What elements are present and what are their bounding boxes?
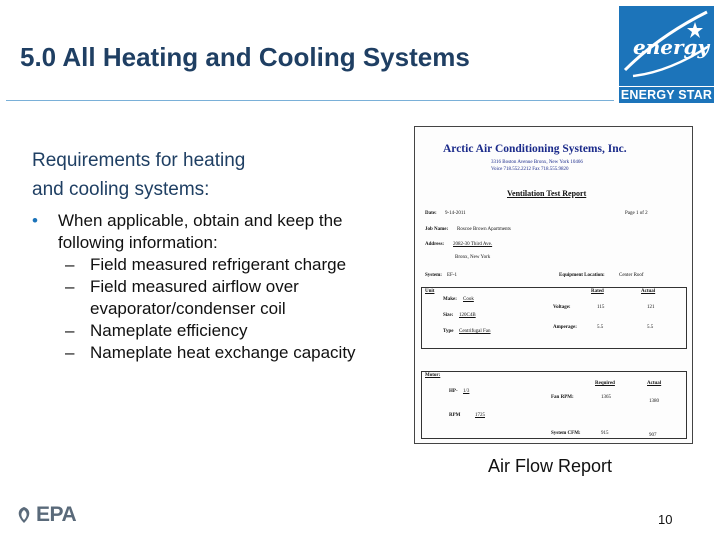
cfm-actual: 907 (649, 433, 657, 438)
size-value: 120C4B (459, 313, 476, 318)
sub-list-item (32, 342, 377, 364)
system-value: EF-1 (447, 273, 457, 278)
title-divider (6, 100, 614, 101)
dash-icon: – (65, 277, 75, 296)
energy-script-text: energy (633, 35, 710, 59)
sub-list-item (32, 320, 377, 342)
amperage-rated: 5.5 (597, 325, 604, 330)
hp-value: 1/3 (463, 389, 470, 394)
report-phone: Voice 718.552.2212 Fax 718.555.9820 (491, 167, 569, 172)
dash-icon: – (65, 343, 75, 362)
requirements-heading (32, 146, 352, 204)
epa-logo (14, 503, 84, 527)
energy-star-bar (619, 86, 714, 103)
energy-star-logo (619, 6, 714, 103)
required-label: Required (595, 381, 615, 386)
report-company: Arctic Air Conditioning Systems, Inc. (443, 143, 627, 155)
requirements-heading-line1: Requirements for heating (32, 150, 246, 171)
job-label: Job Name: (425, 227, 449, 232)
bullet-text: When applicable, obtain and keep the following information: (58, 211, 343, 252)
requirements-list (32, 210, 377, 364)
fan-rpm-required: 1365 (601, 395, 611, 400)
fan-rpm-actual: 1380 (649, 399, 659, 404)
size-label: Size: (443, 313, 454, 318)
bullet-icon: • (32, 211, 38, 230)
report-address: 3316 Boston Avenue Bronx, New York 10466 (491, 160, 583, 165)
system-label: System: (425, 273, 442, 278)
sub-item-text: Field measured refrigerant charge (90, 255, 347, 274)
equipment-value: Center Roof (619, 273, 644, 278)
air-flow-report-image (414, 126, 693, 444)
dash-icon: – (65, 255, 75, 274)
rpm-label: RPM (449, 413, 461, 418)
epa-flower-icon (14, 505, 34, 525)
dash-icon: – (65, 321, 75, 340)
cfm-label: System CFM: (551, 431, 581, 436)
sub-list (32, 254, 377, 364)
amperage-actual: 5.5 (647, 325, 654, 330)
voltage-rated: 115 (597, 305, 605, 310)
energy-star-icon (619, 6, 714, 85)
sub-item-text: Field measured airflow over evaporator/condenser coil (90, 277, 299, 318)
address-value: 2082-30 Third Ave. (453, 242, 493, 247)
job-value: Roscoe Brown Apartments (457, 227, 511, 232)
sub-list-item (32, 254, 377, 276)
rpm-value: 1725 (475, 413, 485, 418)
address-label: Address: (425, 242, 445, 247)
sub-item-text: Nameplate efficiency (90, 321, 248, 340)
actual-label-motor: Actual (647, 381, 662, 386)
list-item (32, 210, 377, 254)
unit-label: Unit (425, 289, 435, 294)
type-value: Centrifugal Fan (459, 329, 491, 334)
energy-star-mark (619, 6, 714, 85)
report-heading: Ventilation Test Report (507, 189, 587, 198)
energy-star-label: ENERGY STAR (620, 88, 713, 102)
requirements-heading-line2: and cooling systems: (32, 179, 210, 200)
sub-item-text: Nameplate heat exchange capacity (90, 343, 356, 362)
date-value: 9-14-2011 (445, 211, 466, 216)
make-value: Cook (463, 297, 474, 302)
make-label: Make: (443, 297, 457, 302)
fan-rpm-label: Fan RPM: (551, 395, 574, 400)
page-number: 10 (658, 512, 673, 527)
sub-list-item (32, 276, 377, 320)
voltage-actual: 121 (647, 305, 655, 310)
epa-label: EPA (36, 503, 77, 526)
page-label: Page 1 of 2 (625, 211, 648, 216)
rated-label: Rated (591, 289, 604, 294)
voltage-label: Voltage: (553, 305, 571, 310)
equipment-label: Equipment Location: (559, 273, 605, 278)
report-caption: Air Flow Report (488, 456, 613, 476)
hp-label: HP- (449, 389, 458, 394)
cfm-required: 915 (601, 431, 609, 436)
motor-label: Motor: (425, 373, 441, 378)
slide-title: 5.0 All Heating and Cooling Systems (20, 42, 470, 72)
unit-box (421, 287, 687, 349)
city-value: Bronx, New York (455, 255, 491, 260)
type-label: Type (443, 329, 454, 334)
date-label: Date: (425, 211, 437, 216)
actual-label: Actual (641, 289, 656, 294)
amperage-label: Amperage: (553, 325, 577, 330)
